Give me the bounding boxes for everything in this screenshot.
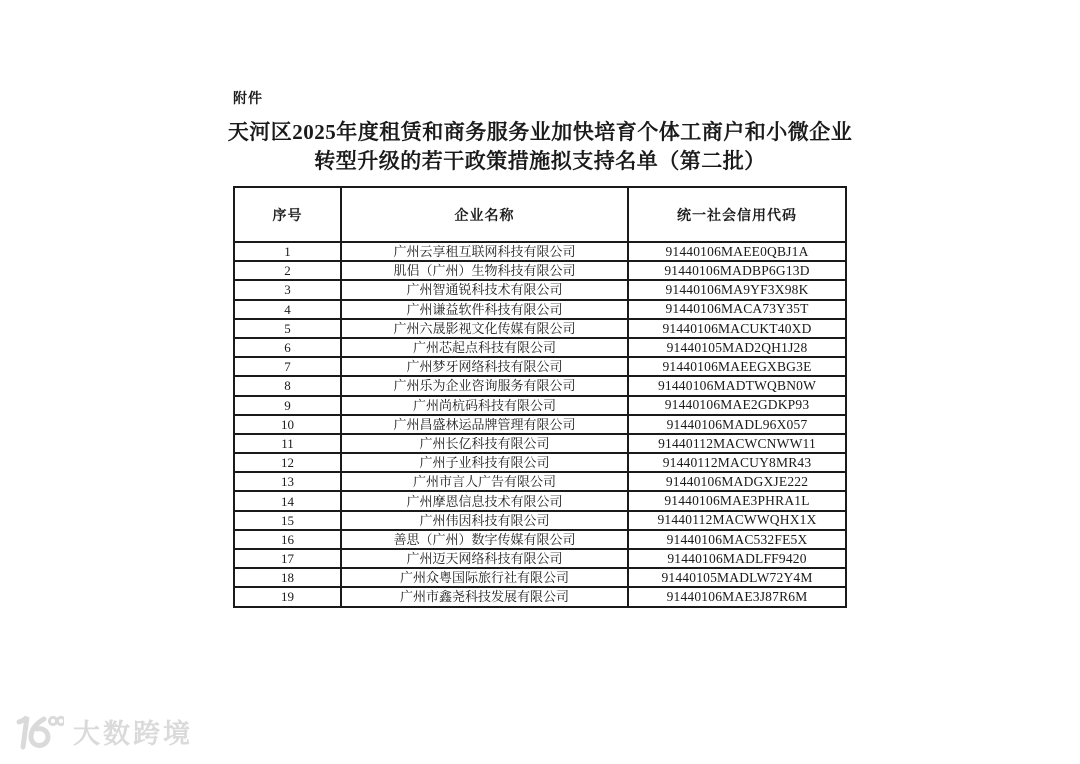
watermark: [12, 712, 193, 751]
credit-code-cell: 91440106MAE3PHRA1L: [628, 491, 846, 510]
credit-code-cell: 91440106MAC532FE5X: [628, 530, 846, 549]
serial-cell: 14: [234, 491, 341, 510]
table-body: [234, 242, 846, 607]
title-line-2: 转型升级的若干政策措施拟支持名单（第二批）: [314, 149, 766, 173]
table-row: [234, 415, 846, 434]
serial-cell: 2: [234, 261, 341, 280]
table-row: [234, 280, 846, 299]
table-row: [234, 242, 846, 261]
company-name-cell: 广州伟因科技有限公司: [341, 511, 628, 530]
serial-cell: 15: [234, 511, 341, 530]
company-name-cell: 广州市言人广告有限公司: [341, 472, 628, 491]
credit-code-cell: 91440112MACWWQHX1X: [628, 511, 846, 530]
credit-code-cell: 91440112MACWCNWW11: [628, 434, 846, 453]
credit-code-cell: 91440106MAEEGXBG3E: [628, 357, 846, 376]
company-name-cell: 广州尚杭码科技有限公司: [341, 396, 628, 415]
company-name-cell: 广州智通锐科技术有限公司: [341, 280, 628, 299]
table-row: [234, 587, 846, 606]
serial-cell: 10: [234, 415, 341, 434]
table-row: [234, 491, 846, 510]
table-row: [234, 338, 846, 357]
table-row: [234, 549, 846, 568]
column-header-company-name: 企业名称: [341, 187, 628, 242]
column-header-serial: 序号: [234, 187, 341, 242]
table-header-row: [234, 187, 846, 242]
company-name-cell: 广州摩恩信息技术有限公司: [341, 491, 628, 510]
credit-code-cell: 91440106MADTWQBN0W: [628, 376, 846, 395]
serial-cell: 8: [234, 376, 341, 395]
table-row: [234, 376, 846, 395]
serial-cell: 16: [234, 530, 341, 549]
company-name-cell: 广州六晟影视文化传媒有限公司: [341, 319, 628, 338]
company-name-cell: 广州乐为企业咨询服务有限公司: [341, 376, 628, 395]
company-name-cell: 广州市鑫尧科技发展有限公司: [341, 587, 628, 606]
serial-cell: 5: [234, 319, 341, 338]
credit-code-cell: 91440106MADL96X057: [628, 415, 846, 434]
serial-cell: 7: [234, 357, 341, 376]
credit-code-cell: 91440112MACUY8MR43: [628, 453, 846, 472]
credit-code-cell: 91440106MADLFF9420: [628, 549, 846, 568]
support-list-table: [233, 186, 847, 608]
table-row: [234, 261, 846, 280]
table-row: [234, 357, 846, 376]
credit-code-cell: 91440105MADLW72Y4M: [628, 568, 846, 587]
attachment-label: 附件: [233, 92, 263, 107]
serial-cell: 13: [234, 472, 341, 491]
company-name-cell: 广州长亿科技有限公司: [341, 434, 628, 453]
serial-cell: 3: [234, 280, 341, 299]
table-row: [234, 300, 846, 319]
serial-cell: 11: [234, 434, 341, 453]
company-name-cell: 广州迈天网络科技有限公司: [341, 549, 628, 568]
dashu-kuajing-logo-icon: [12, 713, 64, 751]
column-header-credit-code: 统一社会信用代码: [628, 187, 846, 242]
serial-cell: 6: [234, 338, 341, 357]
table-row: [234, 453, 846, 472]
credit-code-cell: 91440106MAEE0QBJ1A: [628, 242, 846, 261]
credit-code-cell: 91440106MADGXJE222: [628, 472, 846, 491]
table-row: [234, 472, 846, 491]
company-name-cell: 广州谦益软件科技有限公司: [341, 300, 628, 319]
table-row: [234, 319, 846, 338]
document-title: [120, 118, 960, 176]
credit-code-cell: 91440106MACA73Y35T: [628, 300, 846, 319]
company-name-cell: 善思（广州）数字传媒有限公司: [341, 530, 628, 549]
table-row: [234, 568, 846, 587]
serial-cell: 17: [234, 549, 341, 568]
title-line-1: 天河区2025年度租赁和商务服务业加快培育个体工商户和小微企业: [227, 120, 853, 144]
company-name-cell: 肌侣（广州）生物科技有限公司: [341, 261, 628, 280]
serial-cell: 1: [234, 242, 341, 261]
company-name-cell: 广州梦牙网络科技有限公司: [341, 357, 628, 376]
company-name-cell: 广州芯起点科技有限公司: [341, 338, 628, 357]
serial-cell: 18: [234, 568, 341, 587]
table-row: [234, 434, 846, 453]
company-name-cell: 广州众粤国际旅行社有限公司: [341, 568, 628, 587]
company-name-cell: 广州子业科技有限公司: [341, 453, 628, 472]
table-row: [234, 511, 846, 530]
serial-cell: 19: [234, 587, 341, 606]
credit-code-cell: 91440105MAD2QH1J28: [628, 338, 846, 357]
company-name-cell: 广州云享租互联网科技有限公司: [341, 242, 628, 261]
watermark-text: 大数跨境: [73, 719, 193, 749]
serial-cell: 4: [234, 300, 341, 319]
credit-code-cell: 91440106MADBP6G13D: [628, 261, 846, 280]
credit-code-cell: 91440106MACUKT40XD: [628, 319, 846, 338]
credit-code-cell: 91440106MA9YF3X98K: [628, 280, 846, 299]
serial-cell: 9: [234, 396, 341, 415]
serial-cell: 12: [234, 453, 341, 472]
credit-code-cell: 91440106MAE3J87R6M: [628, 587, 846, 606]
credit-code-cell: 91440106MAE2GDKP93: [628, 396, 846, 415]
table-row: [234, 396, 846, 415]
table-row: [234, 530, 846, 549]
company-name-cell: 广州昌盛林运品牌管理有限公司: [341, 415, 628, 434]
